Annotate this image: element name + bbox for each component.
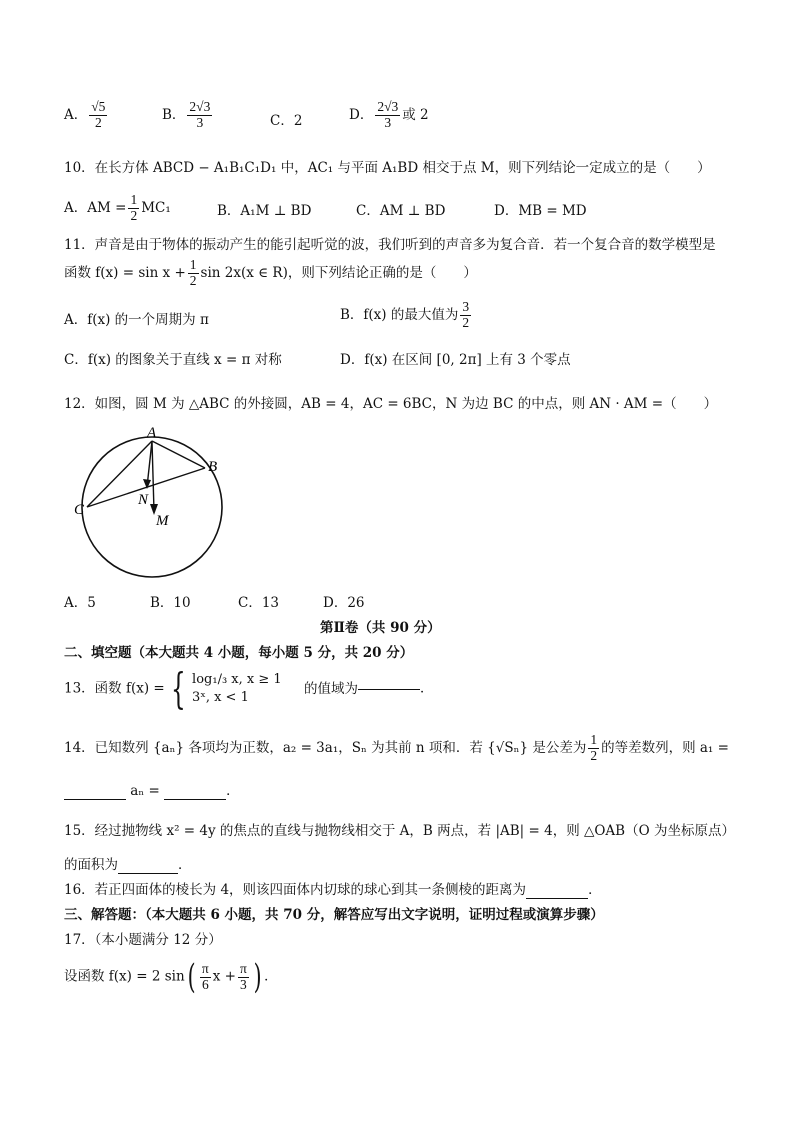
q12-opt-a: A．5 bbox=[64, 595, 96, 611]
q16-blank[interactable] bbox=[526, 898, 588, 899]
q12-figure bbox=[72, 425, 252, 595]
q16: 16．若正四面体的棱长为 4，则该四面体内切球的球心到其一条侧棱的距离为 ． bbox=[64, 882, 602, 898]
label-b: B bbox=[208, 459, 218, 475]
label-n: N bbox=[138, 492, 149, 508]
q11-opt-d: D．f(x) 在区间 [0, 2π] 上有 3 个零点 bbox=[340, 352, 571, 368]
q13-cases bbox=[192, 671, 282, 706]
q13-blank[interactable] bbox=[358, 689, 420, 690]
q13-prefix: 13．函数 f(x) = bbox=[64, 680, 165, 697]
part2-title: 第Ⅱ卷（共 90 分） bbox=[320, 620, 441, 636]
q13-case1: log₁/₃ x, x ≥ 1 bbox=[192, 672, 282, 688]
q13-case2: 3ˣ, x < 1 bbox=[192, 690, 249, 705]
label-a: A bbox=[147, 425, 157, 441]
q11-line1: 11．声音是由于物体的振动产生的能引起听觉的波，我们听到的声音多为复合音．若一个复合音的数学模型是 bbox=[64, 237, 716, 253]
q17-head: 17．（本小题满分 12 分） bbox=[64, 932, 222, 948]
q9-opt-b: B． $\frac{2√3}{3}$ bbox=[162, 99, 211, 130]
q10-opt-d: D．MB = MD bbox=[494, 203, 587, 219]
q12-opt-c: C．13 bbox=[238, 595, 280, 611]
section2-heading: 二、填空题（本大题共 4 小题，每小题 5 分，共 20 分） bbox=[64, 645, 414, 661]
q12-opt-d: D．26 bbox=[323, 595, 365, 611]
q13: 13．函数 f(x) = { log₁/₃ x, x ≥ 1 3ˣ, x < 1 的值域为 ． bbox=[64, 664, 434, 713]
q10-opt-c: C．AM ⊥ BD bbox=[356, 203, 446, 219]
q9-options bbox=[64, 100, 109, 131]
label-m: M bbox=[156, 513, 169, 529]
q13-brace: { bbox=[171, 664, 186, 713]
q10-opt-b: B．A₁M ⊥ BD bbox=[217, 203, 312, 219]
segment-ab bbox=[152, 441, 205, 468]
q10-stem: 10．在长方体 ABCD − A₁B₁C₁D₁ 中，AC₁ 与平面 A₁BD 相交于点 M，则下列结论一定成立的是（ ） bbox=[64, 160, 711, 176]
q11-opt-a: A．f(x) 的一个周期为 π bbox=[64, 312, 209, 328]
vector-am bbox=[152, 441, 154, 511]
q17-body: 设函数 f(x) = 2 sin( $\frac{\pi}{6}$ x + $\frac{\pi}{3}$ ) ． bbox=[64, 957, 278, 997]
q15-blank[interactable] bbox=[118, 873, 178, 874]
q15-line1: 15．经过抛物线 x² = 4y 的焦点的直线与抛物线相交于 A，B 两点，若 |AB| = 4，则 △OAB（O 为坐标原点） bbox=[64, 823, 735, 839]
q13-suffix: 的值域为 bbox=[303, 680, 358, 697]
q12-stem: 12．如图，圆 M 为 △ABC 的外接圆，AB = 4，AC = 6BC，N 为边 BC 的中点，则 AN · AM =（ ） bbox=[64, 396, 718, 412]
q15-line2: 的面积为 ． bbox=[64, 857, 192, 873]
q14-blank-a1[interactable] bbox=[64, 799, 126, 800]
q11-opt-c: C．f(x) 的图象关于直线 x = π 对称 bbox=[64, 352, 282, 368]
q14-blank-an[interactable] bbox=[164, 799, 226, 800]
q14-line1: 14．已知数列 {aₙ} 各项均为正数，a₂ = 3a₁，Sₙ 为其前 n 项和．若 {√Sₙ} 是公差为 $\frac{1}{2}$ 的等差数列，则 a₁ = bbox=[64, 732, 729, 763]
section3-heading: 三、解答题：（本大题共 6 小题，共 70 分，解答应写出文字说明，证明过程或演算步骤） bbox=[64, 907, 604, 923]
q14-line2: aₙ = ． bbox=[64, 783, 240, 800]
q9-opt-d: D． $\frac{2√3}{3}$ 或 2 bbox=[349, 99, 429, 130]
q9-opt-a: A． $\frac{√5}{2}$ bbox=[64, 99, 106, 130]
label-c: C bbox=[74, 502, 85, 518]
q11-opt-b: B．f(x) 的最大值为 $\frac{3}{2}$ bbox=[340, 299, 470, 330]
q12-opt-b: B．10 bbox=[150, 595, 191, 611]
q9-opt-c: C．2 bbox=[270, 113, 303, 129]
q11-line2: 函数 f(x) = sin x + $\frac{1}{2}$ sin 2x(x ∈ R)，则下列结论正确的是（ ） bbox=[64, 257, 477, 288]
q10-opt-a: A．AM = $\frac{1}{2}$ MC₁ bbox=[64, 192, 171, 223]
